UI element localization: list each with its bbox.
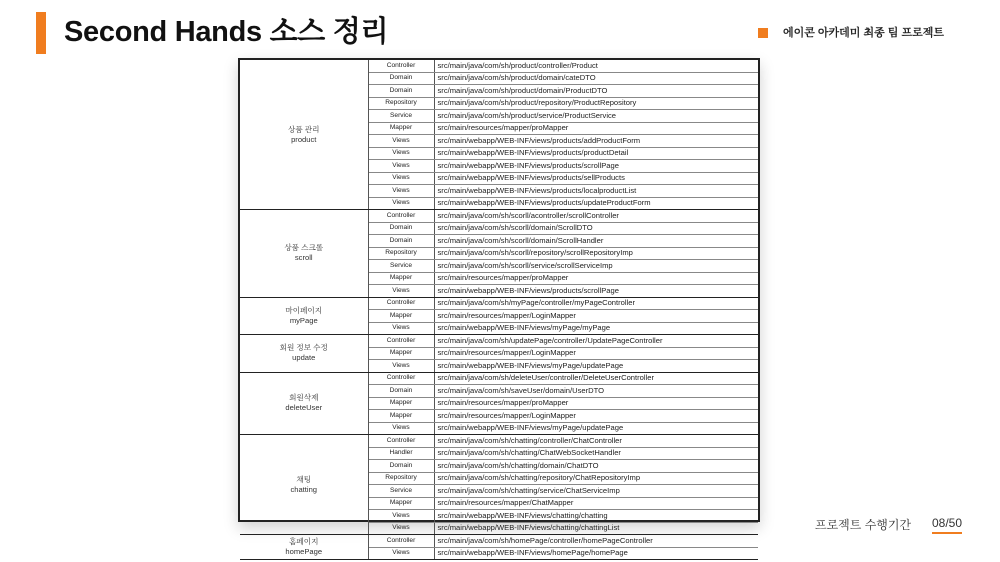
path-cell: src/main/webapp/WEB-INF/views/chatting/chatting: [434, 510, 758, 523]
path-cell: src/main/java/com/sh/homePage/controller/homePageController: [434, 535, 758, 548]
layer-cell: Views: [368, 160, 434, 173]
layer-cell: Views: [368, 522, 434, 535]
module-cell: [240, 372, 368, 435]
layer-cell: Views: [368, 147, 434, 160]
layer-cell: Mapper: [368, 310, 434, 323]
footer-label: 프로젝트 수행기간: [815, 518, 912, 532]
path-cell: src/main/webapp/WEB-INF/views/products/sellProducts: [434, 172, 758, 185]
path-cell: src/main/resources/mapper/proMapper: [434, 397, 758, 410]
path-cell: src/main/webapp/WEB-INF/views/products/scrollPage: [434, 160, 758, 173]
module-name-en: homePage: [285, 547, 323, 556]
layer-cell: Service: [368, 260, 434, 273]
layer-cell: Domain: [368, 85, 434, 98]
path-cell: src/main/resources/mapper/LoginMapper: [434, 410, 758, 423]
layer-cell: Views: [368, 422, 434, 435]
layer-cell: Service: [368, 110, 434, 123]
module-name-ko: 회원 정보 수정: [279, 343, 328, 353]
layer-cell: Controller: [368, 335, 434, 348]
layer-cell: Domain: [368, 222, 434, 235]
layer-cell: Controller: [368, 60, 434, 72]
path-cell: src/main/webapp/WEB-INF/views/products/updateProductForm: [434, 197, 758, 210]
module-name-ko: 회원삭제: [289, 393, 319, 403]
layer-cell: Mapper: [368, 497, 434, 510]
path-cell: src/main/resources/mapper/proMapper: [434, 272, 758, 285]
layer-cell: Repository: [368, 97, 434, 110]
module-name-en: scroll: [294, 253, 313, 263]
module-cell: [240, 335, 368, 373]
source-table: [240, 60, 758, 560]
module-name-ko: 마이페이지: [285, 305, 323, 315]
project-tag: 에이콘 아카데미 최종 팀 프로젝트: [783, 27, 944, 39]
path-cell: src/main/java/com/sh/product/domain/cateDTO: [434, 72, 758, 85]
path-cell: src/main/java/com/sh/product/controller/Product: [434, 60, 758, 72]
path-cell: src/main/java/com/sh/chatting/service/ChatServiceImp: [434, 485, 758, 498]
path-cell: src/main/java/com/sh/scorll/acontroller/scrollController: [434, 210, 758, 223]
layer-cell: Service: [368, 485, 434, 498]
source-table-image: [238, 58, 760, 558]
path-cell: src/main/webapp/WEB-INF/views/chatting/chattingList: [434, 522, 758, 535]
layer-cell: Controller: [368, 435, 434, 448]
module-name-ko: 상품 스크롤: [284, 243, 324, 253]
layer-cell: Views: [368, 547, 434, 560]
layer-cell: Mapper: [368, 410, 434, 423]
layer-cell: Views: [368, 322, 434, 335]
table-row: [240, 297, 758, 310]
path-cell: src/main/java/com/sh/product/domain/ProductDTO: [434, 85, 758, 98]
path-cell: src/main/webapp/WEB-INF/views/products/scrollPage: [434, 285, 758, 298]
path-cell: src/main/webapp/WEB-INF/views/myPage/myPage: [434, 322, 758, 335]
source-table-body: [240, 60, 758, 560]
path-cell: src/main/java/com/sh/updatePage/controller/UpdatePageController: [434, 335, 758, 348]
path-cell: src/main/webapp/WEB-INF/views/homePage/homePage: [434, 547, 758, 560]
tag-accent-square: [758, 28, 768, 38]
layer-cell: Controller: [368, 297, 434, 310]
module-cell: [240, 535, 368, 560]
layer-cell: Views: [368, 172, 434, 185]
path-cell: src/main/webapp/WEB-INF/views/products/localproductList: [434, 185, 758, 198]
path-cell: src/main/java/com/sh/myPage/controller/myPageController: [434, 297, 758, 310]
path-cell: src/main/webapp/WEB-INF/views/products/productDetail: [434, 147, 758, 160]
title-accent-bar: [36, 12, 46, 54]
layer-cell: Controller: [368, 372, 434, 385]
layer-cell: Repository: [368, 247, 434, 260]
layer-cell: Domain: [368, 72, 434, 85]
path-cell: src/main/resources/mapper/ChatMapper: [434, 497, 758, 510]
path-cell: src/main/java/com/sh/chatting/controller/ChatController: [434, 435, 758, 448]
layer-cell: Mapper: [368, 347, 434, 360]
layer-cell: Domain: [368, 235, 434, 248]
path-cell: src/main/java/com/sh/scorll/domain/ScrollDTO: [434, 222, 758, 235]
module-name-en: myPage: [289, 315, 318, 325]
module-name-ko: 홈페이지: [289, 537, 319, 546]
table-row: [240, 60, 758, 72]
path-cell: src/main/java/com/sh/scorll/domain/ScrollHandler: [434, 235, 758, 248]
path-cell: src/main/java/com/sh/scorll/repository/scrollRepositoryImp: [434, 247, 758, 260]
layer-cell: Mapper: [368, 272, 434, 285]
table-row: [240, 435, 758, 448]
layer-cell: Domain: [368, 460, 434, 473]
module-name-ko: 상품 관리: [288, 124, 320, 134]
layer-cell: Repository: [368, 472, 434, 485]
layer-cell: Mapper: [368, 122, 434, 135]
page-title: Second Hands 소스 정리: [64, 16, 389, 48]
layer-cell: Views: [368, 185, 434, 198]
path-cell: src/main/java/com/sh/saveUser/domain/UserDTO: [434, 385, 758, 398]
layer-cell: Controller: [368, 210, 434, 223]
path-cell: src/main/java/com/sh/chatting/domain/ChatDTO: [434, 460, 758, 473]
path-cell: src/main/java/com/sh/product/repository/ProductRepository: [434, 97, 758, 110]
module-cell: [240, 60, 368, 210]
module-cell: [240, 297, 368, 335]
table-row: [240, 335, 758, 348]
path-cell: src/main/webapp/WEB-INF/views/products/addProductForm: [434, 135, 758, 148]
module-name-en: deleteUser: [285, 403, 323, 413]
module-cell: [240, 210, 368, 298]
page-number: 08/50: [932, 516, 962, 534]
module-name-en: update: [292, 353, 316, 363]
layer-cell: Domain: [368, 385, 434, 398]
module-name-ko: 채팅: [296, 474, 312, 484]
table-row: [240, 372, 758, 385]
path-cell: src/main/resources/mapper/proMapper: [434, 122, 758, 135]
module-name-en: product: [291, 134, 317, 144]
path-cell: src/main/webapp/WEB-INF/views/myPage/updatePage: [434, 422, 758, 435]
table-row: [240, 535, 758, 548]
layer-cell: Views: [368, 285, 434, 298]
path-cell: src/main/java/com/sh/scorll/service/scrollServiceImp: [434, 260, 758, 273]
module-cell: [240, 435, 368, 535]
table-row: [240, 210, 758, 223]
layer-cell: Views: [368, 135, 434, 148]
path-cell: src/main/resources/mapper/LoginMapper: [434, 347, 758, 360]
path-cell: src/main/java/com/sh/chatting/repository/ChatRepositoryImp: [434, 472, 758, 485]
layer-cell: Views: [368, 510, 434, 523]
layer-cell: Mapper: [368, 397, 434, 410]
module-name-en: chatting: [290, 484, 318, 494]
layer-cell: Views: [368, 360, 434, 373]
path-cell: src/main/java/com/sh/deleteUser/controller/DeleteUserController: [434, 372, 758, 385]
path-cell: src/main/webapp/WEB-INF/views/myPage/updatePage: [434, 360, 758, 373]
layer-cell: Controller: [368, 535, 434, 548]
path-cell: src/main/java/com/sh/product/service/ProductService: [434, 110, 758, 123]
layer-cell: Views: [368, 197, 434, 210]
path-cell: src/main/java/com/sh/chatting/ChatWebSocketHandler: [434, 447, 758, 460]
path-cell: src/main/resources/mapper/LoginMapper: [434, 310, 758, 323]
layer-cell: Handler: [368, 447, 434, 460]
